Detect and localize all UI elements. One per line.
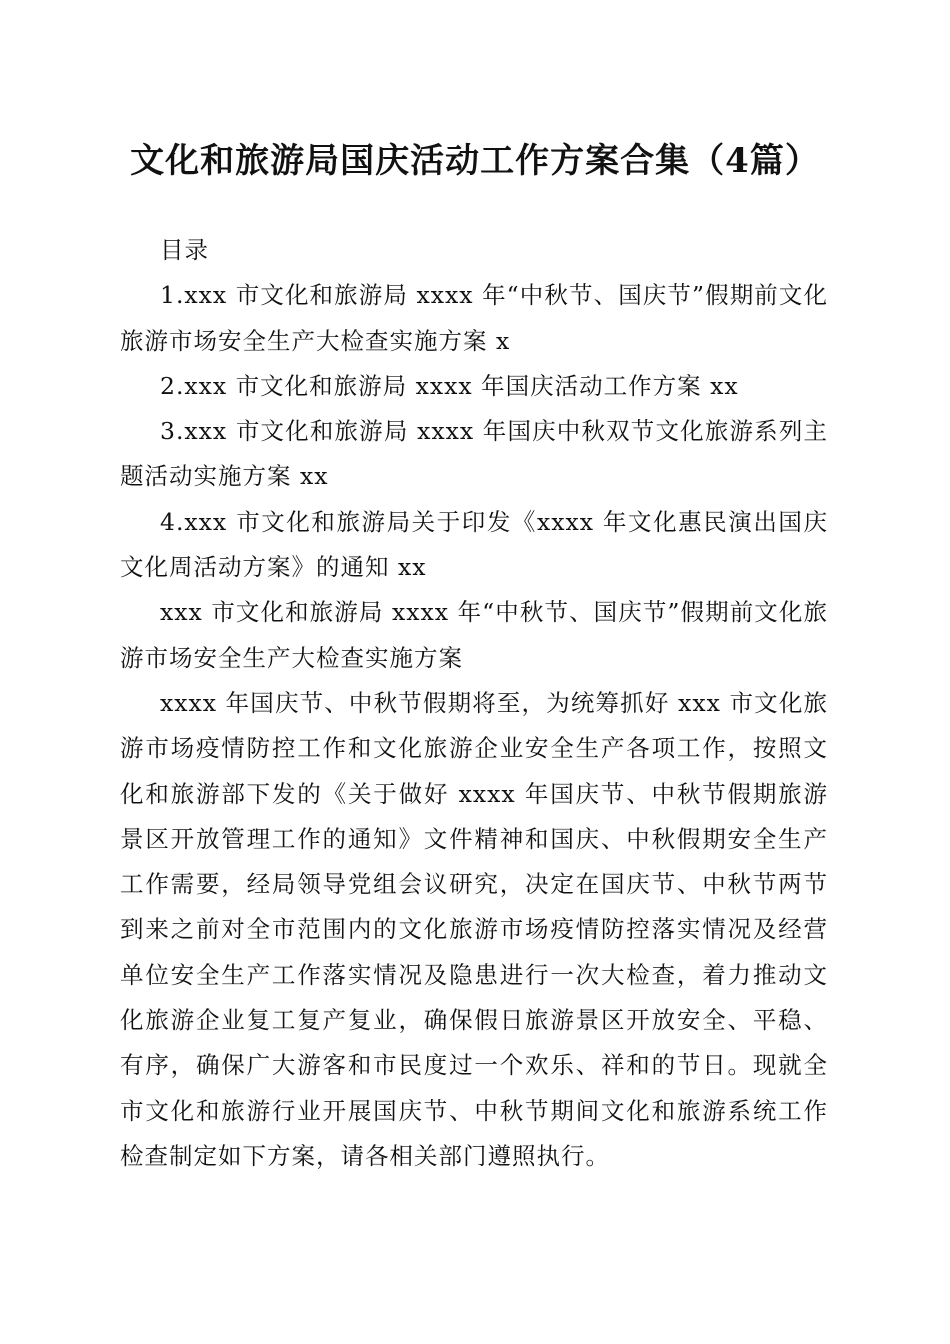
body-paragraph: xxxx 年国庆节、中秋节假期将至，为统筹抓好 xxx 市文化旅游市场疫情防控工作和文化旅游企业安全生产各项工作，按照文化和旅游部下发的《关于做好 xxxx 年国庆节、中秋节假期旅游景区开放管理工作的通知》文件精神和国庆、中秋假期安全生产工作需要，经局领导党组会议研究，决定在国庆节、中秋节两节到来之前对全市范围内的文化旅游市场疫情防控落实情况及经营单位安全生产工作落实情况及隐患进行一次大检查，着力推动文化旅游企业复工复产复业，确保假日旅游景区开放安全、平稳、有序，确保广大游客和市民度过一个欢乐、祥和的节日。现就全市文化和旅游行业开展国庆节、中秋节期间文化和旅游系统工作检查制定如下方案，请各相关部门遵照执行。 <box>120 688 828 1170</box>
toc-item-4: 4.xxx 市文化和旅游局关于印发《xxxx 年文化惠民演出国庆文化周活动方案》的通知 xx <box>120 507 828 582</box>
toc-item-2: 2.xxx 市文化和旅游局 xxxx 年国庆活动工作方案 xx <box>160 371 739 400</box>
section-heading: xxx 市文化和旅游局 xxxx 年“中秋节、国庆节”假期前文化旅游市场安全生产大检查实施方案 <box>120 598 828 672</box>
document-body <box>120 228 828 1179</box>
toc-item-1: 1.xxx 市文化和旅游局 xxxx 年“中秋节、国庆节”假期前文化旅游市场安全生产大检查实施方案 x <box>120 281 828 355</box>
toc-heading: 目录 <box>160 236 209 264</box>
toc-item-3: 3.xxx 市文化和旅游局 xxxx 年国庆中秋双节文化旅游系列主题活动实施方案 xx <box>120 417 828 491</box>
document-title: 文化和旅游局国庆活动工作方案合集（4篇） <box>130 141 820 181</box>
